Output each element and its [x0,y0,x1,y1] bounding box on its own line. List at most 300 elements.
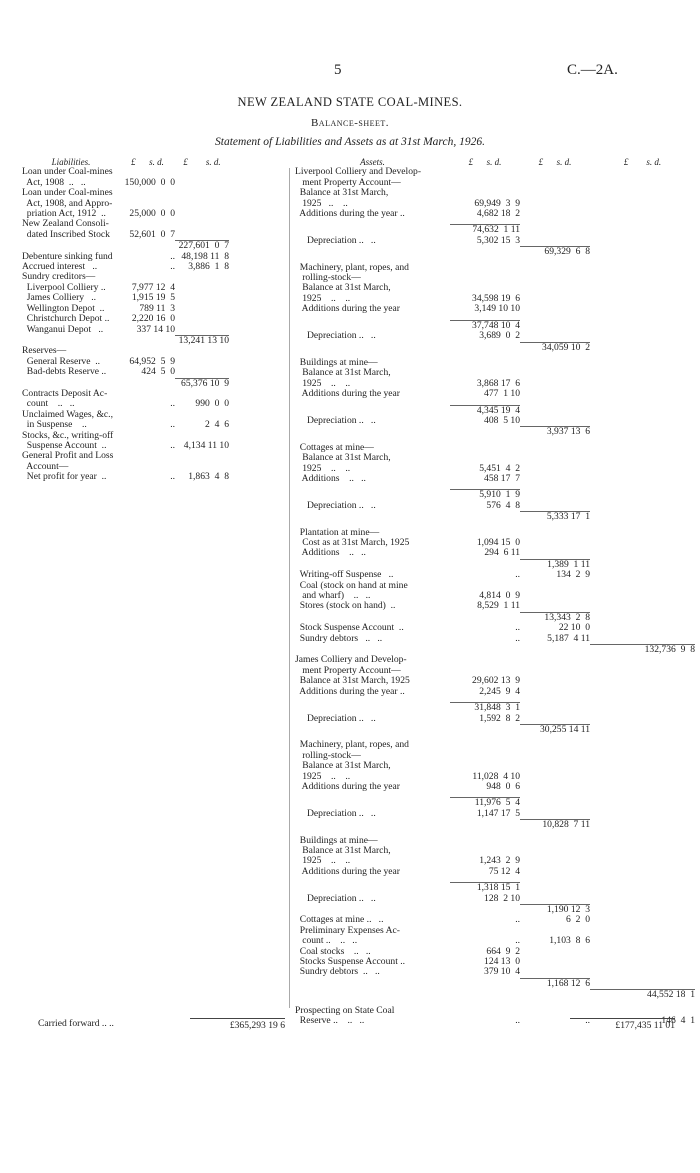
asset-row [295,389,695,399]
asset-amount-cell: 34,598 19 6 [472,293,520,304]
liability-row [22,178,284,188]
asset-row [295,283,695,293]
asset-row [295,224,695,235]
asset-label-cell: Coal (stock on hand at mine [295,580,408,591]
asset-amount-cell [520,236,590,246]
asset-amount-cell: 8,529 1 11 [477,601,520,612]
asset-amount-cell [590,178,695,188]
liability-amount-cell: 3,886 1 8 [188,262,229,273]
asset-amount-cell [520,224,590,235]
liability-label-cell: Debenture sinking fund [22,251,113,262]
asset-amount-cell [520,548,590,558]
asset-label-cell: Balance at 31st March, 1925 [295,676,410,687]
asset-label-cell: Machinery, plant, ropes, and [295,262,409,273]
asset-label-cell: ment Property Account— [295,177,401,188]
liability-label-cell [22,378,120,389]
asset-label-cell: Stocks Suspense Account .. [295,957,406,968]
liabilities-total: £365,293 19 6 [190,1018,285,1031]
asset-amount-cell: 5,333 17 1 [520,511,590,522]
asset-amount-cell [520,702,590,713]
asset-amount-cell [590,199,695,209]
asset-label-cell: rolling-stock— [295,750,361,761]
liability-header-cell: £ s. d. [131,157,164,167]
asset-row [295,548,695,558]
liability-row [22,272,284,282]
asset-label-cell [295,819,450,830]
liability-row [22,410,284,420]
asset-label-cell [295,882,450,893]
asset-label-cell [295,405,450,416]
liability-label-cell: Suspense Account .. [22,440,107,451]
asset-row [295,836,695,846]
asset-row [295,797,695,808]
asset-amount-cell [590,655,695,665]
asset-row [295,581,695,591]
asset-amount-cell: .. [515,623,520,634]
asset-amount-cell [590,882,695,893]
asset-amount-cell [590,538,695,548]
asset-amount-cell: 3,689 0 2 [479,331,520,342]
asset-amount-cell [520,464,590,474]
asset-label-cell [295,904,450,915]
liability-amount-cell: 52,601 0 7 [129,229,175,240]
asset-amount-cell [590,1006,695,1016]
asset-row [295,559,695,570]
asset-label-cell: Depreciation .. .. [295,331,376,342]
asset-amount-cell [590,947,695,957]
liability-amount-cell [120,335,175,346]
asset-label-cell [295,342,450,353]
liability-amount-cell [120,272,175,282]
liability-row [22,219,284,229]
asset-amount-cell: 30,255 14 11 [520,724,590,735]
asset-label-cell: Balance at 31st March, [295,761,391,772]
liability-label-cell: Contracts Deposit Ac- [22,388,108,399]
asset-row [295,761,695,771]
asset-row [295,915,695,925]
asset-amount-cell: 1,147 17 5 [476,808,520,819]
asset-row [295,655,695,665]
asset-amount-cell [590,836,695,846]
asset-amount-cell [450,178,520,188]
liability-amount-cell [120,240,175,251]
asset-amount-cell [590,819,695,830]
liability-amount-cell: .. [170,420,175,431]
liability-row [22,335,284,346]
liability-amount-cell [175,451,229,461]
asset-label-cell: Buildings at mine— [295,835,378,846]
asset-amount-cell: 1,318 15 1 [450,882,520,893]
asset-amount-cell [590,926,695,936]
liability-amount-cell [175,209,229,219]
asset-amount-cell [520,474,590,484]
asset-amount-cell: 69,329 6 8 [520,246,590,257]
asset-amount-cell: 124 13 0 [484,957,520,968]
asset-amount-cell: 11,976 5 4 [450,797,520,808]
asset-amount-cell: 22 10 0 [558,623,590,634]
liability-amount-cell: 7,977 12 4 [131,282,175,293]
asset-label-cell: Sundry debtors .. .. [295,967,380,978]
liability-amount-cell: 227,601 0 7 [175,240,229,251]
liability-amount-cell [175,389,229,399]
liability-row [22,357,284,367]
asset-amount-cell [520,957,590,967]
asset-label-cell: Additions during the year [295,389,400,400]
asset-amount-cell [520,453,590,463]
asset-row [295,666,695,676]
asset-label-cell [295,511,450,522]
asset-label-cell [295,426,450,437]
asset-amount-cell [590,426,695,437]
asset-label-cell: Writing-off Suspense .. [295,570,394,581]
asset-amount-cell [590,224,695,235]
asset-label-cell: Stores (stock on hand) .. [295,601,396,612]
asset-row [295,967,695,977]
asset-amount-cell [590,687,695,697]
liability-amount-cell: 65,376 10 9 [175,378,229,389]
asset-amount-cell: 75 12 4 [488,866,520,877]
liability-row [22,304,284,314]
liability-amount-cell [120,462,175,472]
asset-amount-cell [450,666,520,676]
liability-label-cell: Christchurch Depot .. [22,314,110,325]
liability-amount-cell [175,462,229,472]
asset-label-cell: Balance at 31st March, [295,368,391,379]
asset-amount-cell: 10,828 7 11 [520,819,590,830]
liability-label-cell: priation Act, 1912 .. [22,209,106,220]
asset-amount-cell [520,894,590,904]
asset-label-cell: Machinery, plant, ropes, and [295,740,409,751]
liability-row [22,431,284,441]
asset-amount-cell: 408 5 10 [484,415,520,426]
asset-amount-cell [590,320,695,331]
asset-amount-cell [520,772,590,782]
asset-amount-cell [450,559,520,570]
asset-amount-cell: 1,389 1 11 [520,559,590,570]
asset-amount-cell [520,405,590,416]
asset-amount-cell [590,501,695,511]
asset-row [295,570,695,580]
asset-row [295,894,695,904]
asset-amount-cell [590,702,695,713]
asset-amount-cell [590,782,695,792]
asset-amount-cell: 6 2 0 [566,915,590,926]
asset-row [295,443,695,453]
liability-row [22,240,284,251]
asset-amount-cell: 34,059 10 2 [520,342,590,353]
asset-amount-cell: 5,451 4 2 [479,463,520,474]
document-title: NEW ZEALAND STATE COAL-MINES. [237,95,463,109]
asset-amount-cell [590,304,695,314]
asset-amount-cell [450,836,520,846]
liability-amount-cell: 789 11 3 [139,303,175,314]
asset-row [295,957,695,967]
asset-label-cell: 1925 .. .. [295,771,351,782]
asset-amount-cell [520,782,590,792]
asset-label-cell: Depreciation .. .. [295,808,376,819]
asset-amount-cell [590,167,695,177]
liability-label-cell: James Colliery .. [22,293,97,304]
liability-row [22,188,284,198]
liability-row [22,325,284,335]
liability-label-cell: General Reserve .. [22,356,101,367]
asset-amount-cell [520,761,590,771]
asset-amount-cell [590,915,695,925]
asset-amount-cell: 13,343 2 8 [520,612,590,623]
liability-header-cell: £ s. d. [183,157,221,167]
liability-amount-cell: 64,952 5 9 [129,356,175,367]
liability-row [22,451,284,461]
asset-amount-cell: 3,937 13 6 [520,426,590,437]
asset-amount-cell [520,836,590,846]
asset-amount-cell [590,283,695,293]
asset-row [295,368,695,378]
asset-amount-cell [520,199,590,209]
asset-label-cell: Additions .. .. [295,473,366,484]
asset-amount-cell [590,331,695,341]
asset-amount-cell [520,676,590,686]
liability-label-cell: Act, 1908, and Appro- [22,198,113,209]
liability-label-cell: Wanganui Depot .. [22,324,104,335]
liability-amount-cell [175,325,229,335]
asset-amount-cell [450,342,520,353]
asset-label-cell: Depreciation .. .. [295,235,376,246]
asset-amount-cell: 3,868 17 6 [476,378,520,389]
asset-amount-cell [520,655,590,665]
liability-amount-cell: 1,863 4 8 [188,472,229,483]
asset-amount-cell: 74,632 1 11 [450,224,520,235]
liability-row [22,367,284,377]
asset-amount-cell [450,724,520,735]
asset-amount-cell [520,846,590,856]
liability-amount-cell: .. [170,399,175,410]
liability-label-cell: Sundry creditors— [22,272,96,283]
liability-amount-cell [175,304,229,314]
asset-amount-cell [590,273,695,283]
asset-label-cell [295,797,450,808]
asset-amount-cell [520,947,590,957]
asset-amount-cell [590,246,695,257]
asset-amount-cell [520,320,590,331]
asset-amount-cell: .. [515,633,520,644]
asset-amount-cell: 1,190 12 3 [520,904,590,915]
asset-amount-cell [450,846,520,856]
asset-label-cell [295,978,450,989]
asset-amount-cell [450,926,520,936]
asset-amount-cell [590,464,695,474]
liability-label-cell: Accrued interest .. [22,262,98,273]
liability-label-cell: General Profit and Loss [22,451,114,462]
liability-label-cell: Loan under Coal-mines [22,167,113,178]
asset-amount-cell: 664 9 2 [486,946,520,957]
liability-amount-cell [175,367,229,377]
asset-label-cell [295,612,450,623]
liability-amount-cell [175,346,229,356]
liability-amount-cell [120,219,175,229]
liability-row [22,399,284,409]
asset-label-cell: 1925 .. .. [295,378,351,389]
asset-row [295,294,695,304]
asset-row [295,511,695,522]
asset-amount-cell [520,989,590,1000]
asset-row [295,426,695,437]
asset-row [295,178,695,188]
asset-row [295,867,695,877]
asset-amount-cell: 3,149 10 10 [474,304,520,315]
asset-amount-cell [520,489,590,500]
liability-amount-cell: 25,000 0 0 [129,209,175,220]
asset-amount-cell [520,389,590,399]
asset-amount-cell [520,358,590,368]
asset-amount-cell [520,283,590,293]
asset-amount-cell [590,209,695,219]
liability-label-cell: count .. .. [22,399,75,410]
asset-row [295,342,695,353]
liability-amount-cell [120,188,175,198]
liability-amount-cell [175,431,229,441]
asset-amount-cell [520,209,590,219]
asset-amount-cell [450,246,520,257]
liability-amount-cell [175,219,229,229]
liability-amount-cell [120,167,175,177]
asset-amount-cell: 4,682 18 2 [476,209,520,220]
asset-header-cell: £ s. d. [468,157,502,167]
asset-label-cell: count .. .. .. [295,936,358,947]
asset-amount-cell [590,856,695,866]
asset-amount-cell [590,612,695,623]
liability-label-cell: Wellington Depot .. [22,303,105,314]
asset-amount-cell [590,443,695,453]
asset-label-cell [295,489,450,500]
asset-amount-cell: 11,028 4 10 [472,771,520,782]
liability-amount-cell: 48,198 11 8 [181,251,229,262]
asset-amount-cell: 1,592 8 2 [479,713,520,724]
asset-amount-cell [450,368,520,378]
asset-amount-cell [450,989,520,1000]
asset-amount-cell [520,714,590,724]
asset-amount-cell [450,453,520,463]
asset-row [295,856,695,866]
asset-row [295,263,695,273]
asset-label-cell [295,224,450,235]
asset-amount-cell [520,797,590,808]
liability-amount-cell: 424 5 0 [141,367,175,378]
asset-amount-cell [520,601,590,611]
asset-label-cell: Plantation at mine— [295,527,380,538]
asset-amount-cell [590,601,695,611]
asset-label-cell: James Colliery and Develop- [295,655,407,666]
asset-row [295,453,695,463]
asset-label-cell: Additions during the year [295,866,400,877]
asset-amount-cell [450,283,520,293]
asset-amount-cell [590,389,695,399]
asset-amount-cell [590,967,695,977]
liability-amount-cell [175,357,229,367]
asset-label-cell: ment Property Account— [295,665,401,676]
asset-amount-cell: 134 2 9 [556,570,590,581]
asset-row [295,601,695,611]
asset-amount-cell [520,967,590,977]
asset-row [295,989,695,1000]
liability-amount-cell: 337 14 10 [136,324,175,335]
asset-amount-cell: 2,245 9 4 [479,686,520,697]
asset-amount-cell [520,263,590,273]
asset-amount-cell: 31,848 3 1 [450,702,520,713]
asset-row [295,612,695,623]
asset-amount-cell [450,819,520,830]
asset-row [295,320,695,331]
liability-amount-cell [120,410,175,420]
asset-label-cell: Preliminary Expenses Ac- [295,925,400,936]
asset-amount-cell: 5,187 4 11 [547,633,590,644]
statement-heading: Statement of Liabilities and Assets as at 31st March, 1926. [215,136,485,148]
asset-amount-cell: .. [515,915,520,926]
document-reference: C.—2A. [567,62,618,78]
liability-label-cell: Stocks, &c., writing-off [22,430,114,441]
asset-amount-cell [520,331,590,341]
asset-label-cell: Stock Suspense Account .. [295,623,404,634]
asset-label-cell: Liverpool Colliery and Develop- [295,167,422,178]
asset-row [295,304,695,314]
asset-amount-cell: 948 0 6 [486,781,520,792]
liability-amount-cell [175,272,229,282]
asset-row [295,623,695,633]
liability-amount-cell: 4,134 11 10 [183,440,229,451]
asset-amount-cell: .. [585,1016,590,1027]
asset-amount-cell [590,581,695,591]
liability-amount-cell [120,346,175,356]
asset-amount-cell [520,882,590,893]
asset-label-cell [295,989,450,1000]
liability-row [22,472,284,482]
asset-amount-cell [520,178,590,188]
asset-label-cell: Reserve .. .. .. [295,1016,365,1027]
asset-row [295,782,695,792]
liability-row [22,167,284,177]
asset-amount-cell [450,740,520,750]
asset-label-cell: Depreciation .. .. [295,500,376,511]
liability-amount-cell: .. [170,472,175,483]
liability-amount-cell [120,389,175,399]
asset-amount-cell: 132,736 9 8 [590,644,695,655]
asset-amount-cell [590,809,695,819]
asset-label-cell: Coal stocks .. .. [295,946,371,957]
liability-label-cell: in Suspense .. [22,420,87,431]
asset-label-cell: Depreciation .. .. [295,415,376,426]
asset-row [295,416,695,426]
liability-amount-cell: 13,241 13 10 [175,335,229,346]
asset-amount-cell [450,358,520,368]
asset-amount-cell: 128 2 10 [484,893,520,904]
asset-label-cell: Buildings at mine— [295,357,378,368]
asset-row [295,273,695,283]
asset-label-cell [295,702,450,713]
asset-amount-cell: 576 4 8 [486,500,520,511]
asset-row [295,846,695,856]
asset-amount-cell [590,528,695,538]
asset-row [295,236,695,246]
liability-amount-cell [120,451,175,461]
assets-total: £177,435 11 01 [570,1018,675,1031]
asset-amount-cell: 379 10 4 [484,967,520,978]
liability-amount-cell [175,199,229,209]
asset-row [295,926,695,936]
asset-amount-cell [520,856,590,866]
asset-row [295,591,695,601]
asset-row [295,1006,695,1016]
asset-amount-cell [520,188,590,198]
asset-amount-cell [520,416,590,426]
